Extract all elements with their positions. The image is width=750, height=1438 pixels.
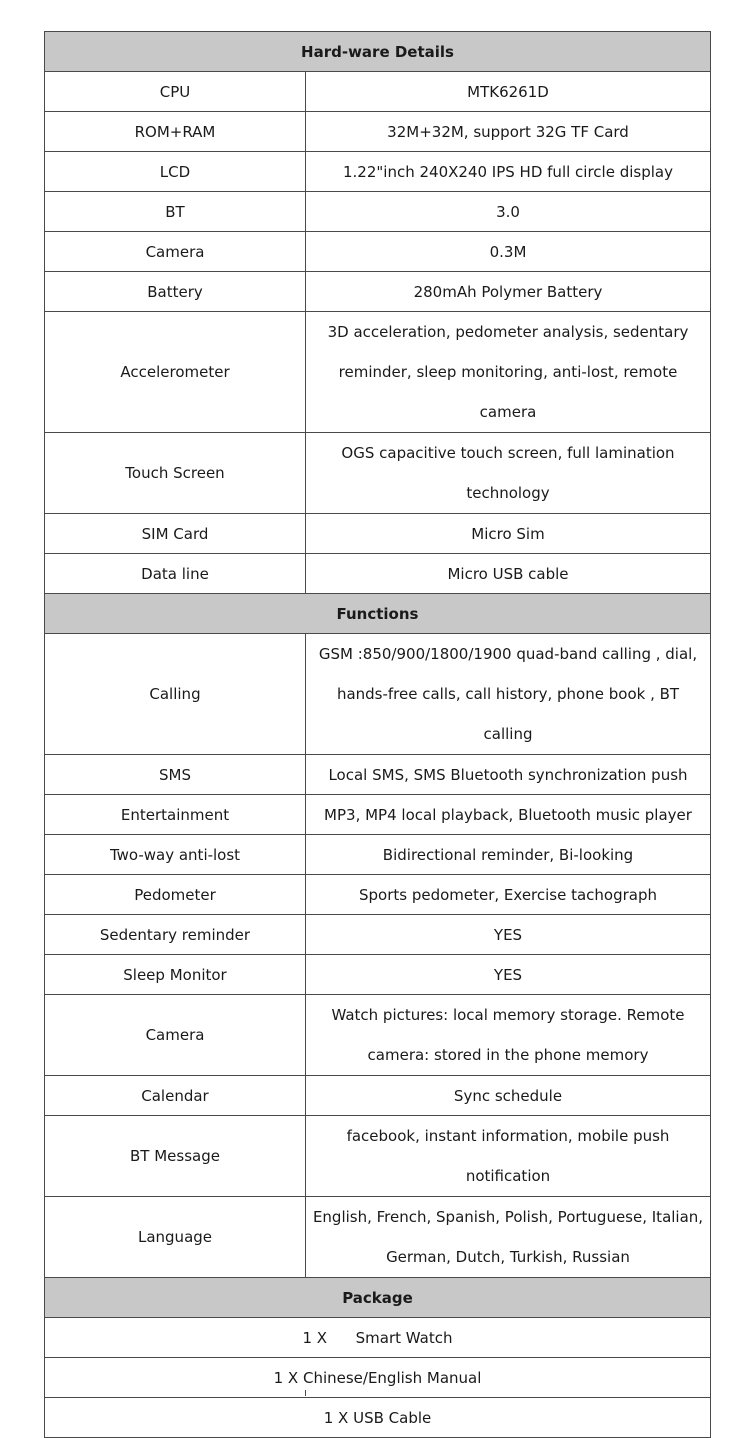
- spec-label: Camera: [45, 232, 306, 272]
- spec-label: Battery: [45, 272, 306, 312]
- table-row: [45, 1197, 711, 1278]
- package-section-title: Package: [45, 1278, 711, 1318]
- spec-label: Data line: [45, 554, 306, 594]
- table-row: [45, 955, 711, 995]
- spec-label: Camera: [45, 995, 306, 1076]
- spec-label: BT: [45, 192, 306, 232]
- spec-label: Pedometer: [45, 875, 306, 915]
- spec-value: 1.22"inch 240X240 IPS HD full circle display: [306, 152, 711, 192]
- spec-value: Bidirectional reminder, Bi-looking: [306, 835, 711, 875]
- spec-value: MTK6261D: [306, 72, 711, 112]
- spec-label: Sleep Monitor: [45, 955, 306, 995]
- table-row: [45, 755, 711, 795]
- table-row: [45, 995, 711, 1076]
- list-item: [45, 1318, 711, 1358]
- spec-value: 280mAh Polymer Battery: [306, 272, 711, 312]
- spec-label: Calendar: [45, 1076, 306, 1116]
- spec-value: English, French, Spanish, Polish, Portuguese, Italian, German, Dutch, Turkish, Russian: [306, 1197, 711, 1278]
- spec-table: [44, 31, 711, 1438]
- table-row: [45, 1076, 711, 1116]
- section-header-row: [45, 32, 711, 72]
- spec-value: Watch pictures: local memory storage. Remote camera: stored in the phone memory: [306, 995, 711, 1076]
- table-row: [45, 514, 711, 554]
- table-row: [45, 312, 711, 433]
- section-header-row: [45, 1278, 711, 1318]
- spec-label: ROM+RAM: [45, 112, 306, 152]
- spec-value: 3D acceleration, pedometer analysis, sedentary reminder, sleep monitoring, anti-lost, remote camera: [306, 312, 711, 433]
- spec-label: LCD: [45, 152, 306, 192]
- table-row: [45, 433, 711, 514]
- table-row: [45, 152, 711, 192]
- table-row: [45, 915, 711, 955]
- table-divider-tail: [305, 1390, 306, 1396]
- spec-value: Sync schedule: [306, 1076, 711, 1116]
- table-row: [45, 835, 711, 875]
- spec-label: Sedentary reminder: [45, 915, 306, 955]
- spec-value: Sports pedometer, Exercise tachograph: [306, 875, 711, 915]
- hardware-section-title: Hard-ware Details: [45, 32, 711, 72]
- spec-label: Language: [45, 1197, 306, 1278]
- table-row: [45, 554, 711, 594]
- spec-value: GSM :850/900/1800/1900 quad-band calling , dial, hands-free calls, call history, phone book , BT calling: [306, 634, 711, 755]
- table-row: [45, 272, 711, 312]
- table-row: [45, 232, 711, 272]
- spec-value: OGS capacitive touch screen, full lamination technology: [306, 433, 711, 514]
- spec-value: 0.3M: [306, 232, 711, 272]
- spec-label: CPU: [45, 72, 306, 112]
- spec-label: SIM Card: [45, 514, 306, 554]
- spec-value: MP3, MP4 local playback, Bluetooth music player: [306, 795, 711, 835]
- list-item: [45, 1398, 711, 1438]
- spec-value: 32M+32M, support 32G TF Card: [306, 112, 711, 152]
- spec-value: YES: [306, 955, 711, 995]
- table-row: [45, 875, 711, 915]
- table-row: [45, 72, 711, 112]
- package-item: 1 X Smart Watch: [45, 1318, 711, 1358]
- list-item: [45, 1358, 711, 1398]
- spec-value: Micro USB cable: [306, 554, 711, 594]
- package-item: 1 X Chinese/English Manual: [45, 1358, 711, 1398]
- spec-value: YES: [306, 915, 711, 955]
- spec-value: Local SMS, SMS Bluetooth synchronization push: [306, 755, 711, 795]
- spec-label: BT Message: [45, 1116, 306, 1197]
- table-row: [45, 795, 711, 835]
- spec-label: Touch Screen: [45, 433, 306, 514]
- table-row: [45, 112, 711, 152]
- spec-value: 3.0: [306, 192, 711, 232]
- spec-value: Micro Sim: [306, 514, 711, 554]
- spec-label: Accelerometer: [45, 312, 306, 433]
- spec-label: Two-way anti-lost: [45, 835, 306, 875]
- table-row: [45, 1116, 711, 1197]
- spec-label: Calling: [45, 634, 306, 755]
- package-item: 1 X USB Cable: [45, 1398, 711, 1438]
- spec-label: SMS: [45, 755, 306, 795]
- table-row: [45, 634, 711, 755]
- spec-label: Entertainment: [45, 795, 306, 835]
- section-header-row: [45, 594, 711, 634]
- table-row: [45, 192, 711, 232]
- functions-section-title: Functions: [45, 594, 711, 634]
- spec-value: facebook, instant information, mobile push notification: [306, 1116, 711, 1197]
